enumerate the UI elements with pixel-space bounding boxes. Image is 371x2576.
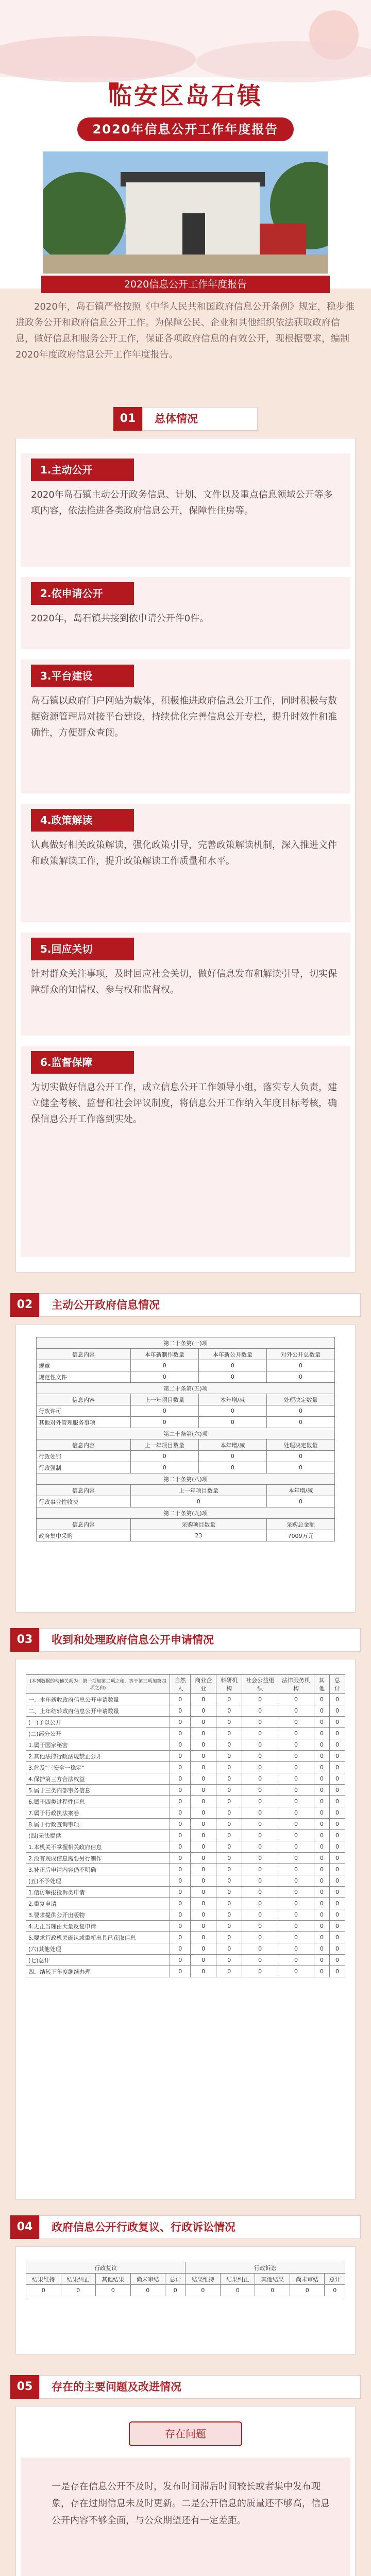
- column-header: 信息内容: [37, 1349, 131, 1360]
- table-row: 2.其他法律行政法规禁止公开 0 0 0 0 0 0 0: [26, 1751, 345, 1762]
- section-number: 05: [10, 2375, 39, 2399]
- section-title: 存在的主要问题及改进情况: [52, 2381, 181, 2393]
- table-row: 1.信访举报投诉类申请 0 0 0 0 0 0 0: [26, 1887, 345, 1898]
- table-row: (六)其他处理 0 0 0 0 0 0 0: [26, 1943, 345, 1955]
- section-01-header: [113, 407, 258, 431]
- town-photo: [41, 149, 330, 276]
- column-header: 商业企业: [191, 1675, 216, 1694]
- table-row: 1.本机关不掌握相关政府信息 0 0 0 0 0 0 0: [26, 1841, 345, 1853]
- table-caption: 第二十条第(九)项: [37, 1507, 335, 1519]
- section-number: 03: [10, 1628, 39, 1652]
- section-05-header: [10, 2375, 361, 2399]
- table-row: 8.属于行政查询事项 0 0 0 0 0 0 0: [26, 1819, 345, 1830]
- table-row: 规范性文件 0 0 0: [37, 1371, 335, 1383]
- table-row: 3.补正后申请内容仍不明确 0 0 0 0 0 0 0: [26, 1864, 345, 1875]
- card-text: 2020年，岛石镇共接到依申请公开件0件。: [31, 613, 209, 624]
- column-header: 对外公开总数量: [266, 1349, 334, 1360]
- problem-card: [21, 2458, 350, 2576]
- section-04-header: [10, 2215, 361, 2239]
- card-text: 岛石镇以政府门户网站为载体，积极推进政府信息公开工作，同时积极与数据资源管理局对接平台建设，持续优化完善信息公开专栏，提升时效性和准确性，方便群众查阅。: [31, 696, 337, 738]
- table-row: 二、上年结转政府信息公开申请数量 0 0 0 0 0 0 0: [26, 1705, 345, 1717]
- column-header: 总计: [165, 2274, 185, 2285]
- table-row: 6.属于四类过程性信息 0 0 0 0 0 0 0: [26, 1796, 345, 1807]
- card-heading: 2.依申请公开: [31, 582, 134, 605]
- application-table: [26, 1674, 345, 1977]
- table-row: 5.属于三类内部事务信息 0 0 0 0 0 0 0: [26, 1785, 345, 1796]
- section-title: 主动公开政府信息情况: [52, 1299, 160, 1311]
- page-title: 临安区岛石镇: [108, 82, 263, 110]
- column-header: 其他结果: [255, 2274, 290, 2285]
- column-header: 其他结果: [96, 2274, 131, 2285]
- column-header: 科研机构: [216, 1675, 242, 1694]
- table-row: 0 0 0 0 0 0 0 0 0 0: [26, 2285, 345, 2296]
- table-row: 1.属于国家秘密 0 0 0 0 0 0 0: [26, 1739, 345, 1751]
- section-number: 02: [10, 1293, 39, 1317]
- column-header: 总计: [330, 1675, 345, 1694]
- table-row: 3.危及"三安全一稳定" 0 0 0 0 0 0 0: [26, 1762, 345, 1773]
- card-text: 针对群众关注事项，及时回应社会关切，做好信息发布和解读引导，切实保障群众的知情权、参与权和监督权。: [31, 969, 337, 995]
- table-row: 7.属于行政执法案卷 0 0 0 0 0 0 0: [26, 1807, 345, 1819]
- column-header: 结果纠正: [61, 2274, 96, 2285]
- table-row: (七)总计 0 0 0 0 0 0 0: [26, 1955, 345, 1966]
- table-row: 4.无正当理由大量反复申请 0 0 0 0 0 0 0: [26, 1921, 345, 1932]
- table-caption: 第二十条第(八)项: [37, 1473, 335, 1485]
- column-header: 尚未审结: [130, 2274, 165, 2285]
- table-row: 行政强制 0 0 0: [37, 1462, 335, 1473]
- column-header: 总计: [325, 2274, 345, 2285]
- intro-paragraph: 2020年，岛石镇严格按照《中华人民共和国政府信息公开条例》规定，稳步推进政务公开和政府信息公开工作。为保障公民、企业和其他组织依法获取政府信息，做好信息和服务公开工作，保证各项政府信息的有效公开，现根据要求，编制2020年度政府信息公开工作年度报告。: [15, 301, 355, 360]
- group-header: 行政复议: [26, 2262, 185, 2274]
- column-header: 本年新制作数量: [130, 1349, 198, 1360]
- section-number: 01: [113, 407, 142, 431]
- table-row: 行政处罚 0 0 0: [37, 1451, 335, 1462]
- table-note: (本列数据的勾稽关系为：第一项加第二项之和，等于第三项加第四项之和): [26, 1675, 170, 1694]
- column-header: 结果维持: [26, 2274, 61, 2285]
- card-heading: 4.政策解读: [31, 809, 134, 832]
- table-row: (二)部分公开 0 0 0 0 0 0 0: [26, 1728, 345, 1739]
- card-heading: 3.平台建设: [31, 665, 134, 687]
- section-title: 收到和处理政府信息公开申请情况: [52, 1634, 214, 1646]
- table-row: 行政许可 0 0 0: [37, 1405, 335, 1417]
- table-row: 2.没有现成信息需要另行制作 0 0 0 0 0 0 0: [26, 1853, 345, 1864]
- column-header: 本年新公开数量: [198, 1349, 266, 1360]
- card-heading: 6.监督保障: [31, 1051, 134, 1074]
- problem-text: 一是存在信息公开不及时，发布时间滞后时间较长或者集中发布现象，存在过期信息未及时更新。二是公开信息的质量还不够高，信息公开内容不够全面，与公众期望还有一定差距。: [52, 2481, 330, 2526]
- column-header: 社会公益组织: [242, 1675, 278, 1694]
- column-header: 法律服务机构: [278, 1675, 314, 1694]
- table-row: (四)无法提供 0 0 0 0 0 0 0: [26, 1830, 345, 1841]
- section-title: 政府信息公开行政复议、行政诉讼情况: [52, 2221, 235, 2233]
- table-row: 规章 0 0 0: [37, 1360, 335, 1371]
- table-row: (一)予以公开 0 0 0 0 0 0 0: [26, 1717, 345, 1728]
- table-row: 政府集中采购 23 7009万元: [37, 1530, 335, 1541]
- table-row: 行政事业性收费 0 0: [37, 1496, 335, 1507]
- review-litigation-table: [26, 2262, 345, 2296]
- hero-banner: [0, 0, 371, 289]
- card-text: 认真做好相关政策解读，强化政策引导，完善政策解读机制，深入推进文件和政策解读工作，提升政策解读工作质量和水平。: [31, 840, 337, 867]
- table-row: 其他对外管理服务事项 0 0 0: [37, 1417, 335, 1428]
- table-row: 一、本年新收政府信息公开申请数量 0 0 0 0 0 0 0: [26, 1694, 345, 1705]
- table-caption: 第二十条第(一)项: [37, 1337, 335, 1349]
- section-02-header: [10, 1293, 361, 1317]
- section-title: 总体情况: [155, 413, 198, 425]
- table-row: 3.要求提供公开出版物 0 0 0 0 0 0 0: [26, 1909, 345, 1921]
- section-number: 04: [10, 2215, 39, 2239]
- photo-caption: 2020信息公开工作年度报告: [41, 276, 330, 293]
- table-row: 5.要求行政机关确认或重新出具已获取信息 0 0 0 0 0 0 0: [26, 1932, 345, 1943]
- column-header: 自然人: [170, 1675, 191, 1694]
- group-header: 行政诉讼: [185, 2262, 345, 2274]
- report-subtitle: 2020年信息公开工作年度报告: [77, 117, 294, 141]
- table-caption: 第二十条第(六)项: [37, 1428, 335, 1439]
- column-header: 结果维持: [185, 2274, 221, 2285]
- problems-tag: 存在问题: [129, 2421, 242, 2446]
- section-03-header: [10, 1628, 361, 1652]
- column-header: 结果纠正: [220, 2274, 255, 2285]
- table-row: 四、结转下年度继续办理 0 0 0 0 0 0 0: [26, 1966, 345, 1977]
- card-heading: 1.主动公开: [31, 459, 134, 481]
- card-text: 为切实做好信息公开工作，成立信息公开工作领导小组，落实专人负责，建立健全考核、监督和社会评议制度，将信息公开工作纳入年度目标考核，确保信息公开工作落到实处。: [31, 1082, 337, 1125]
- active-disclosure-table: 第二十条第(一)项 信息内容 本年新制作数量 本年新公开数量 对外公开总数量 规章 0 0 0 规范性文件 0 0 0 第二十条第(五)项 信息内容 上一年项目数量 本年增/减 处理决定数量 行政许可 0 0 0 其他对外管理服务事项 0 0 0 第二十条第(六)项 信息内容 上一年项目数量 本年增/减 处理决定数量 行政处罚 0 0 0 行政强制 0 0 0 第二十条第(八)项 信息内容 上一年项目数量 本年增/减 行政事业性收费 0 0 第二十条第(九)项 信息内容 采购项目数量 采购总金额 政府集中采购 23 7009万元: [36, 1337, 335, 1541]
- table-row: (五)不予处理 0 0 0 0 0 0 0: [26, 1875, 345, 1887]
- card-text: 2020年岛石镇主动公开政务信息、计划、文件以及重点信息领域公开等多项内容，依法推进各类政府信息公开，保障性住房等。: [31, 489, 333, 516]
- column-header: 其他: [314, 1675, 330, 1694]
- card-heading: 5.回应关切: [31, 938, 134, 960]
- table-caption: 第二十条第(五)项: [37, 1383, 335, 1394]
- table-row: 4.保护第三方合法权益 0 0 0 0 0 0 0: [26, 1773, 345, 1785]
- table-row: 2.重复申请 0 0 0 0 0 0 0: [26, 1898, 345, 1909]
- column-header: 尚未审结: [290, 2274, 325, 2285]
